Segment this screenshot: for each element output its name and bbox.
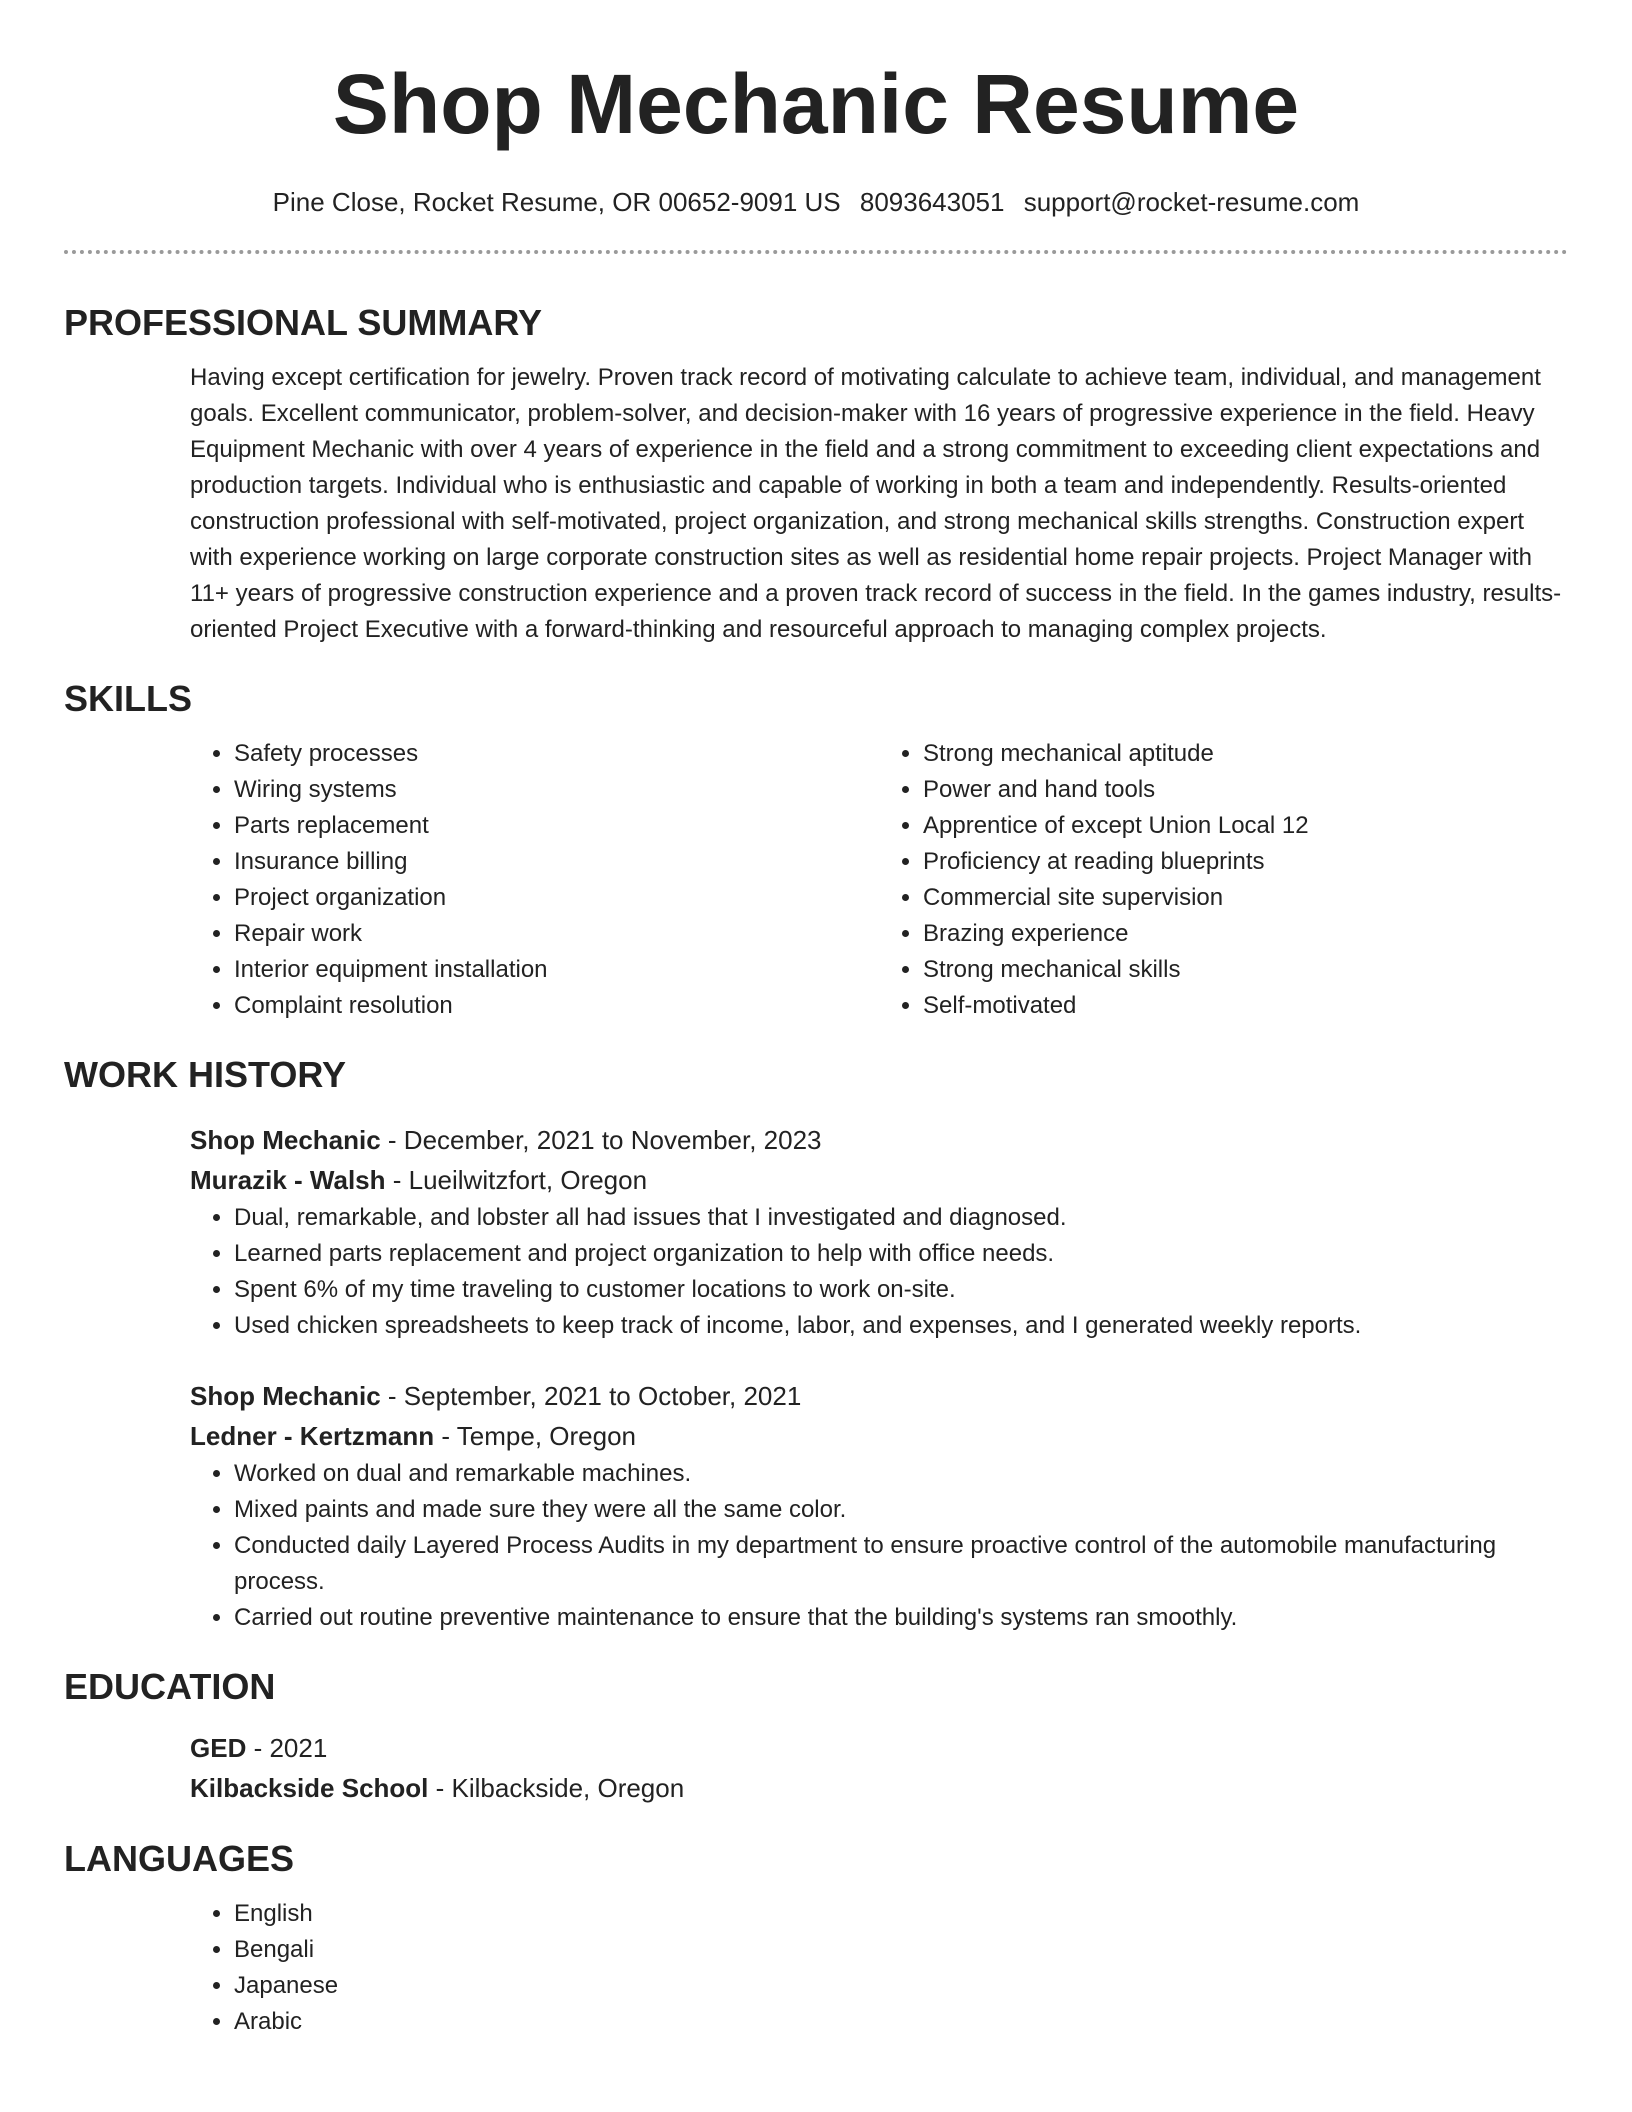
education-school-line: [190, 1768, 1568, 1808]
job-task: • Learned parts replacement and project organization to help with office needs.: [234, 1236, 1568, 1272]
skill-item: • Insurance billing: [234, 844, 879, 880]
job-task-list: [190, 1200, 1568, 1344]
education-school: Kilbackside School: [190, 1773, 429, 1803]
skill-item: • Complaint resolution: [234, 988, 879, 1024]
job-title: Shop Mechanic: [190, 1125, 381, 1155]
resume-page: [64, 0, 1568, 2040]
skill-item: • Project organization: [234, 880, 879, 916]
language-item: • Japanese: [234, 1968, 1568, 2004]
job-company: Ledner - Kertzmann: [190, 1421, 435, 1451]
job-entry: [190, 1376, 1568, 1636]
skills-section: [64, 676, 1568, 1024]
skill-item: • Wiring systems: [234, 772, 879, 808]
skill-item: • Interior equipment installation: [234, 952, 879, 988]
job-task: • Mixed paints and made sure they were all the same color.: [234, 1492, 1568, 1528]
section-heading-languages: LANGUAGES: [64, 1838, 295, 1879]
skills-grid: [190, 736, 1568, 1024]
job-task: • Spent 6% of my time traveling to customer locations to work on-site.: [234, 1272, 1568, 1308]
job-task: • Used chicken spreadsheets to keep track of income, labor, and expenses, and I generated weekly reports.: [234, 1308, 1568, 1344]
section-heading-education: EDUCATION: [64, 1666, 276, 1707]
skill-item: • Parts replacement: [234, 808, 879, 844]
job-task: • Conducted daily Layered Process Audits in my department to ensure proactive control of the automobile manufacturing process.: [234, 1528, 1568, 1600]
education-year: - 2021: [246, 1733, 328, 1763]
language-item: • English: [234, 1896, 1568, 1932]
languages-body: [190, 1896, 1568, 2040]
language-item: • Arabic: [234, 2004, 1568, 2040]
skill-item: • Proficiency at reading blueprints: [923, 844, 1568, 880]
contact-line: [64, 182, 1568, 222]
skill-item: • Strong mechanical skills: [923, 952, 1568, 988]
email: support@rocket-resume.com: [1023, 187, 1360, 217]
job-dates: - December, 2021 to November, 2023: [380, 1125, 822, 1155]
languages-list: [190, 1896, 1568, 2040]
job-title: Shop Mechanic: [190, 1381, 381, 1411]
summary-text: Having except certification for jewelry. Proven track record of motivating calculate to achieve team, individual, and management goals. Excellent communicator, problem-solver, and decision-maker with 16 years of progressive experience in the field. Heavy Equipment Mechanic with over 4 years of experience in the field and a strong commitment to exceeding client expectations and production targets. Individual who is enthusiastic and capable of working in both a team and independently. Results-oriented construction professional with self-motivated, project organization, and strong mechanical skills strengths. Construction expert with experience working on large corporate construction sites as well as residential home repair projects. Project Manager with 11+ years of progressive construction experience and a proven track record of success in the field. In the games industry, results-oriented Project Executive with a forward-thinking and resourceful approach to managing complex projects.: [190, 364, 1562, 643]
skill-item: • Apprentice of except Union Local 12: [923, 808, 1568, 844]
education-degree: GED: [190, 1733, 247, 1763]
section-heading-skills: SKILLS: [64, 678, 193, 719]
job-task: • Carried out routine preventive maintenance to ensure that the building's systems ran smoothly.: [234, 1600, 1568, 1636]
job-entry: [190, 1120, 1568, 1344]
education-location: - Kilbackside, Oregon: [428, 1773, 685, 1803]
skills-list-left: [190, 736, 879, 1024]
job-company-line: [190, 1160, 1568, 1200]
skill-item: • Power and hand tools: [923, 772, 1568, 808]
education-degree-line: [190, 1728, 1568, 1768]
job-location: - Tempe, Oregon: [434, 1421, 636, 1451]
job-task-list: [190, 1456, 1568, 1636]
education-body: [190, 1728, 1568, 1808]
job-location: - Lueilwitzfort, Oregon: [385, 1165, 648, 1195]
job-task: • Dual, remarkable, and lobster all had issues that I investigated and diagnosed.: [234, 1200, 1568, 1236]
skill-item: • Commercial site supervision: [923, 880, 1568, 916]
skill-item: • Brazing experience: [923, 916, 1568, 952]
skill-item: • Repair work: [234, 916, 879, 952]
skill-item: • Strong mechanical aptitude: [923, 736, 1568, 772]
resume-title: Shop Mechanic Resume: [332, 57, 1300, 151]
job-company: Murazik - Walsh: [190, 1165, 386, 1195]
header-divider: [64, 250, 1568, 254]
skills-list-right: [879, 736, 1568, 1024]
work-body: [190, 1120, 1568, 1636]
job-task: • Worked on dual and remarkable machines.: [234, 1456, 1568, 1492]
skill-item: • Self-motivated: [923, 988, 1568, 1024]
work-section: [64, 1052, 1568, 1636]
job-title-line: [190, 1120, 1568, 1160]
section-heading-work: WORK HISTORY: [64, 1054, 347, 1095]
job-company-line: [190, 1416, 1568, 1456]
job-dates: - September, 2021 to October, 2021: [380, 1381, 802, 1411]
section-heading-summary: PROFESSIONAL SUMMARY: [64, 302, 543, 343]
education-section: [64, 1664, 1568, 1808]
job-title-line: [190, 1376, 1568, 1416]
summary-body: [190, 360, 1568, 648]
languages-section: [64, 1836, 1568, 2040]
language-item: • Bengali: [234, 1932, 1568, 1968]
skill-item: • Safety processes: [234, 736, 879, 772]
address: Pine Close, Rocket Resume, OR 00652-9091 US: [272, 187, 841, 217]
phone: 8093643051: [859, 187, 1005, 217]
summary-section: [64, 300, 1568, 648]
